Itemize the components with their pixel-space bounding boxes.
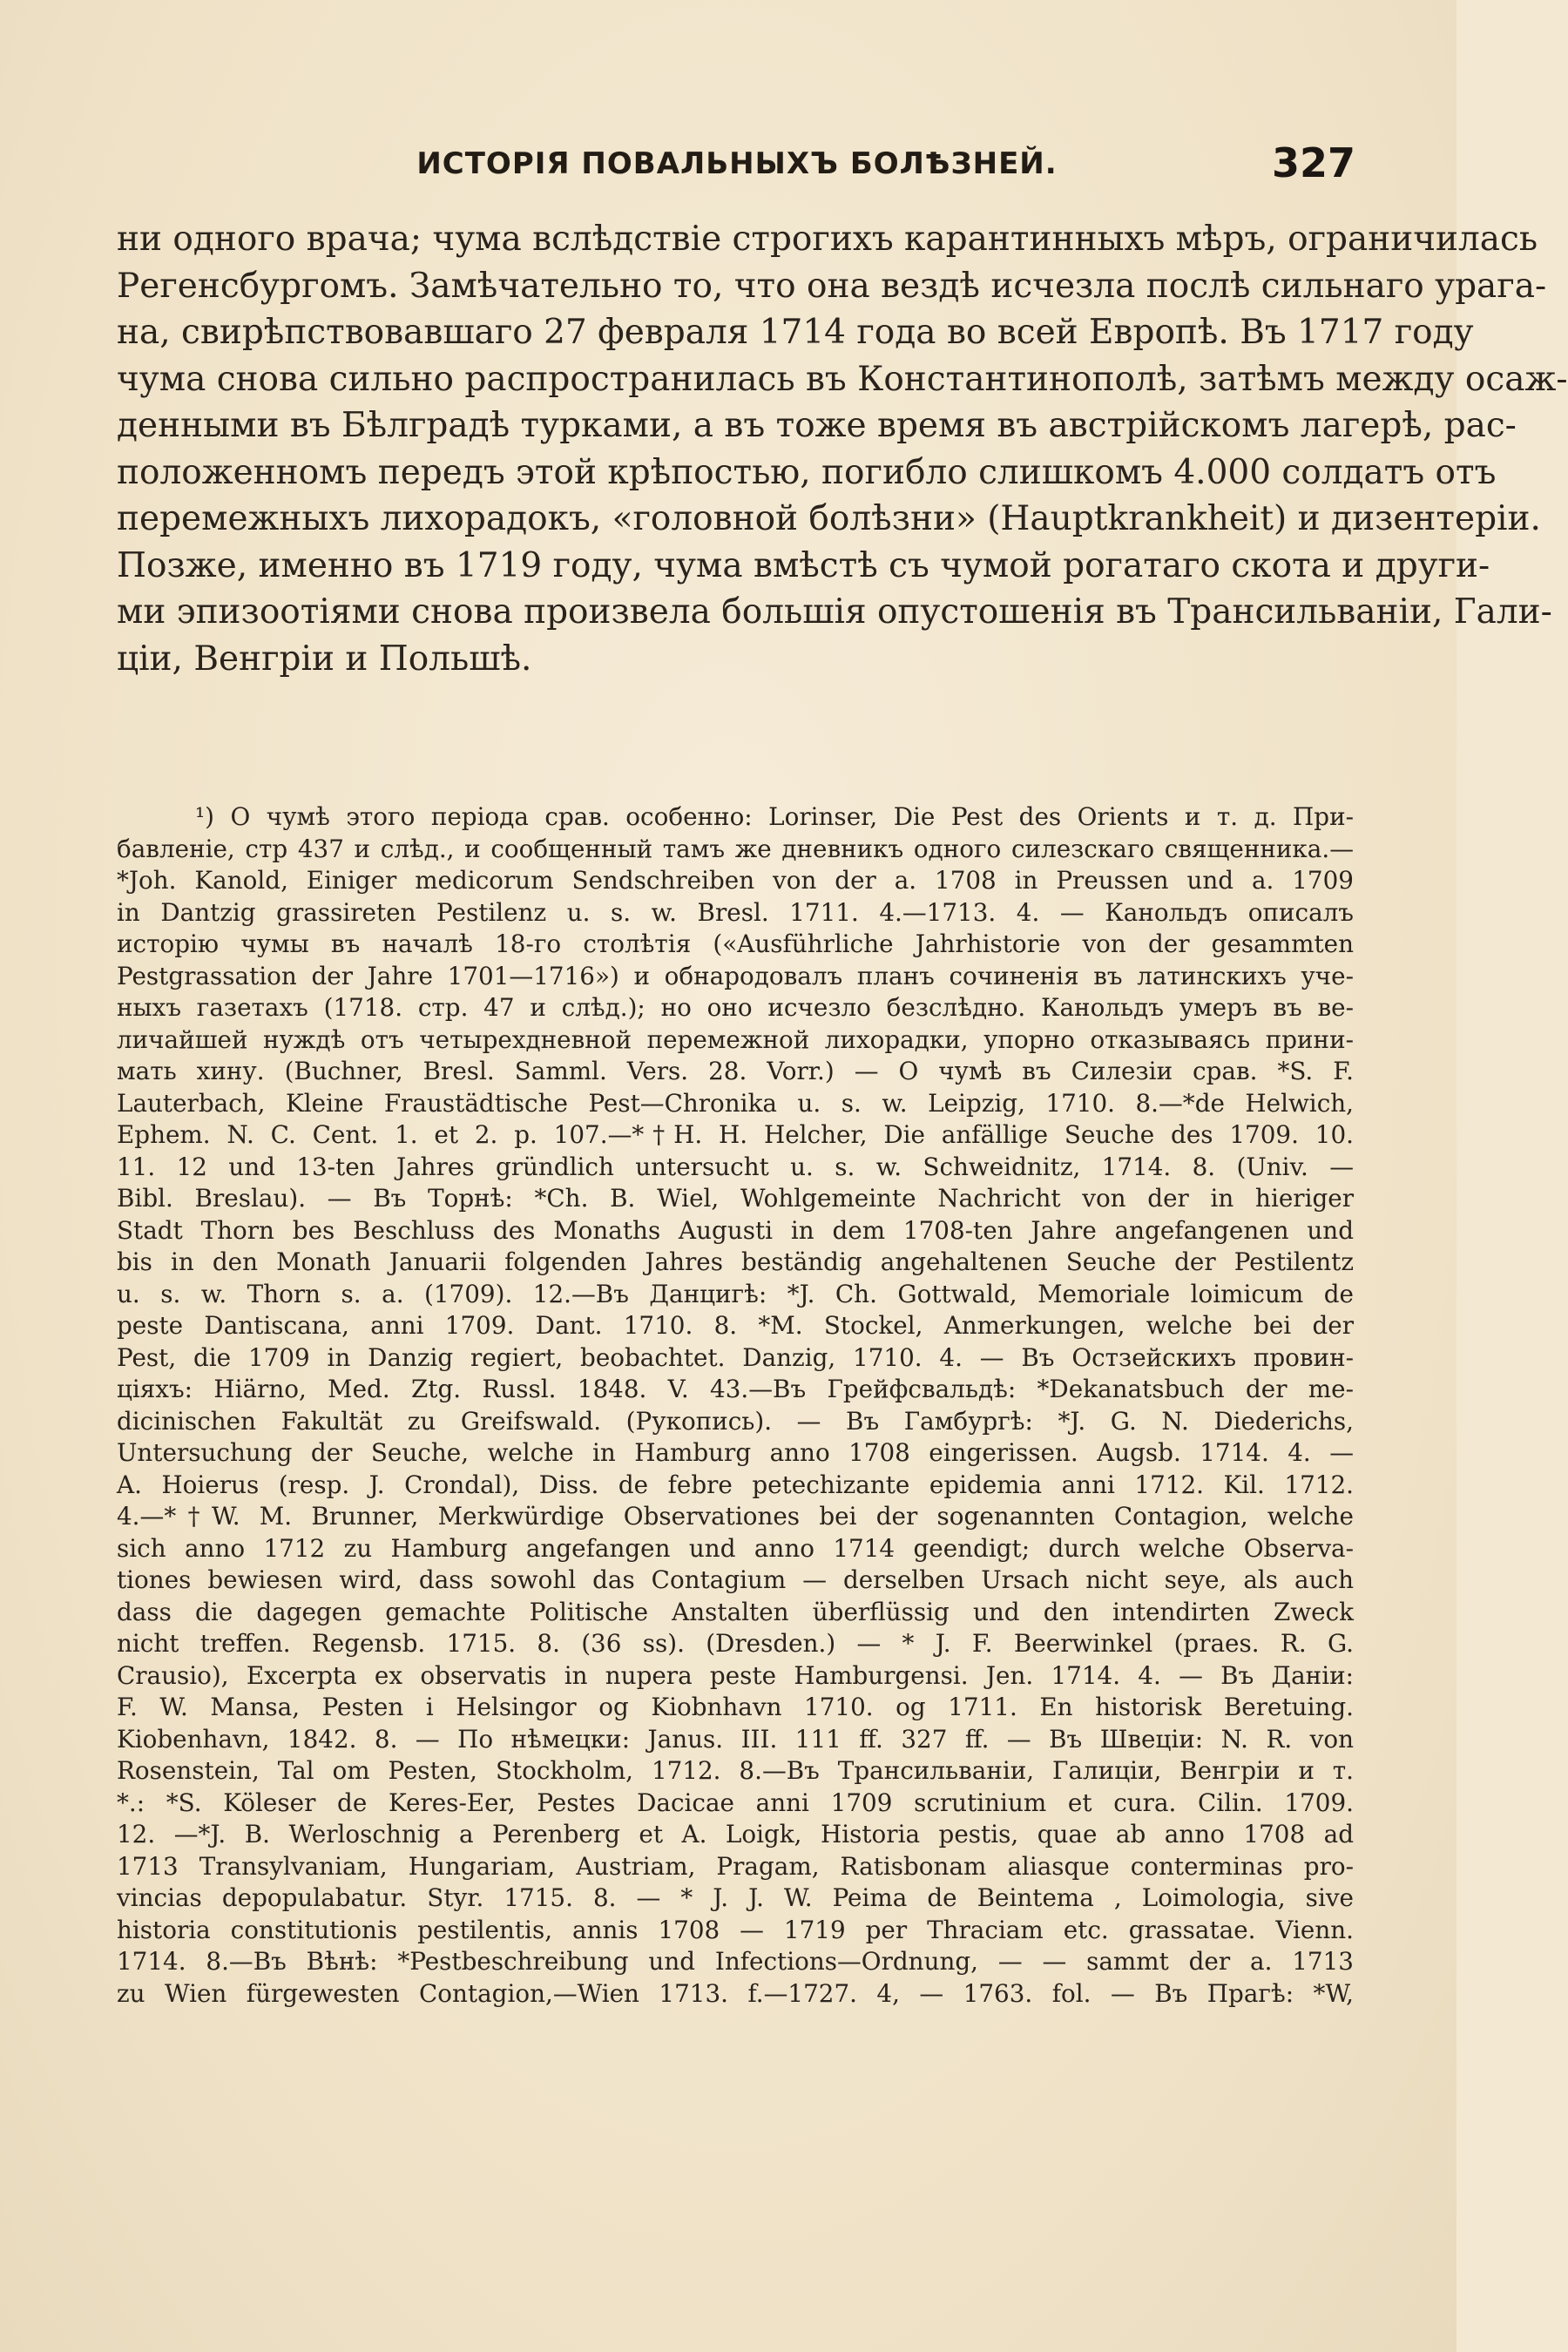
footnote-line: historia constitutionis pestilentis, annis 1708 — 1719 per Thraciam etc. grassatae. Vienn. — [117, 1915, 1354, 1944]
footnote-line: A. Hoierus (resp. J. Crondal), Diss. de febre petechizante epidemia anni 1712. Kil. 1712. — [117, 1470, 1354, 1499]
footnote-line: Crausio), Excerpta ex observatis in nupera peste Hamburgensi. Jen. 1714. 4. — Въ Даніи: — [117, 1660, 1354, 1690]
footnote-line: бавленіе, стр 437 и слѣд., и сообщенный тамъ же дневникъ одного силезскаго священника.— — [117, 834, 1354, 863]
text-line: перемежныхъ лихорадокъ, «головной болѣзни» (Hauptkrankheit) и дизентеріи. — [117, 499, 1541, 538]
text-line: ціи, Венгріи и Польшѣ. — [117, 639, 532, 679]
footnote-line: Ephem. N. C. Cent. 1. et 2. p. 107.—*†H. H. Helcher, Die anfällige Seuche des 1709. 10. — [117, 1120, 1354, 1149]
footnote-line: 12. —*J. B. Werloschnig a Perenberg et A. Loigk, Historia pestis, quae ab anno 1708 ad — [117, 1820, 1354, 1848]
page-number: 327 — [1271, 139, 1355, 186]
footnote-line: исторію чумы въ началѣ 18-го столѣтія («Ausführliche Jahrhistorie von der gesammten — [117, 929, 1354, 958]
footnote-line: ціяхъ: Hiärno, Med. Ztg. Russl. 1848. V. 43.—Въ Грейфсвальдѣ: *Dekanatsbuch der me- — [117, 1375, 1354, 1403]
footnote-line: F. W. Mansa, Pesten i Helsingor og Kiobnhavn 1710. og 1711. En historisk Beretuing. — [117, 1693, 1354, 1721]
text-line: Регенсбургомъ. Замѣчательно то, что она вездѣ исчезла послѣ сильнаго урага- — [117, 266, 1547, 306]
footnote-line: dass die dagegen gemachte Politische Anstalten überflüssig und den intendirten Zweck — [117, 1597, 1354, 1626]
page-header — [118, 139, 1355, 192]
footnote-line: Untersuchung der Seuche, welche in Hamburg anno 1708 eingerissen. Augsb. 1714. 4. — — [117, 1438, 1354, 1467]
footnote-line: sich anno 1712 zu Hamburg angefangen und anno 1714 geendigt; durch welche Observa- — [117, 1533, 1354, 1563]
text-line: ми эпизоотіями снова произвела большія опустошенія въ Трансильваніи, Гали- — [117, 592, 1552, 632]
footnote-line: u. s. w. Thorn s. a. (1709). 12.—Въ Данцигѣ: *J. Ch. Gottwald, Memoriale loimicum de — [117, 1279, 1354, 1308]
text-line: Позже, именно въ 1719 году, чума вмѣстѣ съ чумой рогатаго скота и други- — [117, 545, 1490, 585]
footnote-line: in Dantzig grassireten Pestilenz u. s. w. Bresl. 1711. 4.—1713. 4. — Канольдъ описалъ — [117, 897, 1354, 927]
footnote-line: bis in den Monath Januarii folgenden Jahres beständig angehaltenen Seuche der Pestilentz — [117, 1247, 1354, 1276]
footnote-line: Bibl. Breslau). — Въ Торнѣ: *Ch. B. Wiel, Wohlgemeinte Nachricht von der in hieriger — [117, 1184, 1354, 1213]
footnote-line: 4.—*†W. M. Brunner, Merkwürdige Observationes bei der sogenannten Contagion, welche — [117, 1502, 1354, 1531]
footnote-line: Kiobenhavn, 1842. 8. — По нѣмецки: Janus. III. 111 ff. 327 ff. — Въ Швеціи: N. R. von — [117, 1724, 1354, 1754]
text-line: денными въ Бѣлградѣ турками, а въ тоже время въ австрійскомъ лагерѣ, рас- — [117, 406, 1517, 445]
footnote-line: vincias depopulabatur. Styr. 1715. 8. — * J. J. W. Peima de Beintema , Loimologia, sive — [117, 1883, 1354, 1912]
footnote-line: 1714. 8.—Въ Вѣнѣ: *Pestbeschreibung und Infections—Ordnung, — — sammt der a. 1713 — [117, 1947, 1354, 1976]
footnote-line: zu Wien fürgewesten Contagion,—Wien 1713. f.—1727. 4, — 1763. fol. — Въ Прагѣ: *W, — [117, 1978, 1355, 2008]
footnote-line: Pest, die 1709 in Danzig regiert, beobachtet. Danzig, 1710. 4. — Въ Остзейскихъ провин- — [117, 1342, 1354, 1372]
footnotes — [117, 801, 1354, 2010]
footnote-line: Lauterbach, Kleine Fraustädtische Pest—Chronika u. s. w. Leipzig, 1710. 8.—*de Helwich, — [117, 1088, 1354, 1118]
footnote-line: tiones bewiesen wird, dass sowohl das Contagium — derselben Ursach nicht seye, als auch — [117, 1565, 1354, 1594]
footnote-line: личайшей нуждѣ отъ четырехдневной перемежной лихорадки, упорно отказываясь прини- — [117, 1024, 1354, 1054]
running-head: ИСТОРІЯ ПОВАЛЬНЫХЪ БОЛѢЗНЕЙ. — [416, 146, 1058, 181]
footnote-line: Pestgrassation der Jahre 1701—1716») и обнародовалъ планъ сочиненія въ латинскихъ уче- — [117, 961, 1354, 990]
footnote-line: 11. 12 und 13-ten Jahres gründlich untersucht u. s. w. Schweidnitz, 1714. 8. (Univ. — — [117, 1152, 1354, 1181]
text-line: положенномъ передъ этой крѣпостью, погибло слишкомъ 4.000 солдатъ отъ — [117, 452, 1497, 492]
footnote-line: peste Dantiscana, anni 1709. Dant. 1710. 8. *M. Stockel, Anmerkungen, welche bei der — [117, 1311, 1354, 1340]
footnote-line: nicht treffen. Regensb. 1715. 8. (36 ss). (Dresden.) — * J. F. Beerwinkel (praes. R. G. — [117, 1629, 1354, 1658]
footnote-line: *.: *S. Köleser de Keres-Eer, Pestes Dacicae anni 1709 scrutinium et cura. Cilin. 1709. — [117, 1788, 1354, 1817]
footnote-line: мать хину. (Buchner, Bresl. Samml. Vers. 28. Vorr.) — О чумѣ въ Силезіи срав. *S. F. — [117, 1057, 1354, 1085]
footnote-line: ныхъ газетахъ (1718. стр. 47 и слѣд.); но оно исчезло безслѣдно. Канольдъ умеръ въ ве- — [117, 993, 1354, 1022]
footnote-line: *Joh. Kanold, Einiger medicorum Sendschreiben von der a. 1708 in Preussen und a. 1709 — [117, 866, 1354, 895]
text-line: на, свирѣпствовавшаго 27 февраля 1714 года во всей Европѣ. Въ 1717 году — [117, 313, 1474, 352]
footnote-line: dicinischen Fakultät zu Greifswald. (Рукопись). — Въ Гамбургѣ: *J. G. N. Diederichs, — [117, 1406, 1354, 1436]
main-text — [117, 216, 1568, 682]
footnote-line: Rosenstein, Tal om Pesten, Stockholm, 1712. 8.—Въ Трансильваніи, Галиціи, Венгріи и т. — [117, 1756, 1354, 1785]
text-line: ни одного врача; чума вслѣдствіе строгихъ карантинныхъ мѣръ, ограничилась — [117, 220, 1538, 259]
footnote-line: Stadt Thorn bes Beschluss des Monaths Augusti in dem 1708-ten Jahre angefangenen und — [117, 1215, 1354, 1245]
footnote-line: 1713 Transylvaniam, Hungariam, Austriam, Pragam, Ratisbonam aliasque conterminas pro- — [117, 1851, 1354, 1881]
footnote-line: ¹) О чумѣ этого періода срав. особенно: Lorinser, Die Pest des Orients и т. д. При- — [195, 802, 1354, 831]
text-line: чума снова сильно распространилась въ Константинополѣ, затѣмъ между осаж- — [117, 359, 1568, 399]
